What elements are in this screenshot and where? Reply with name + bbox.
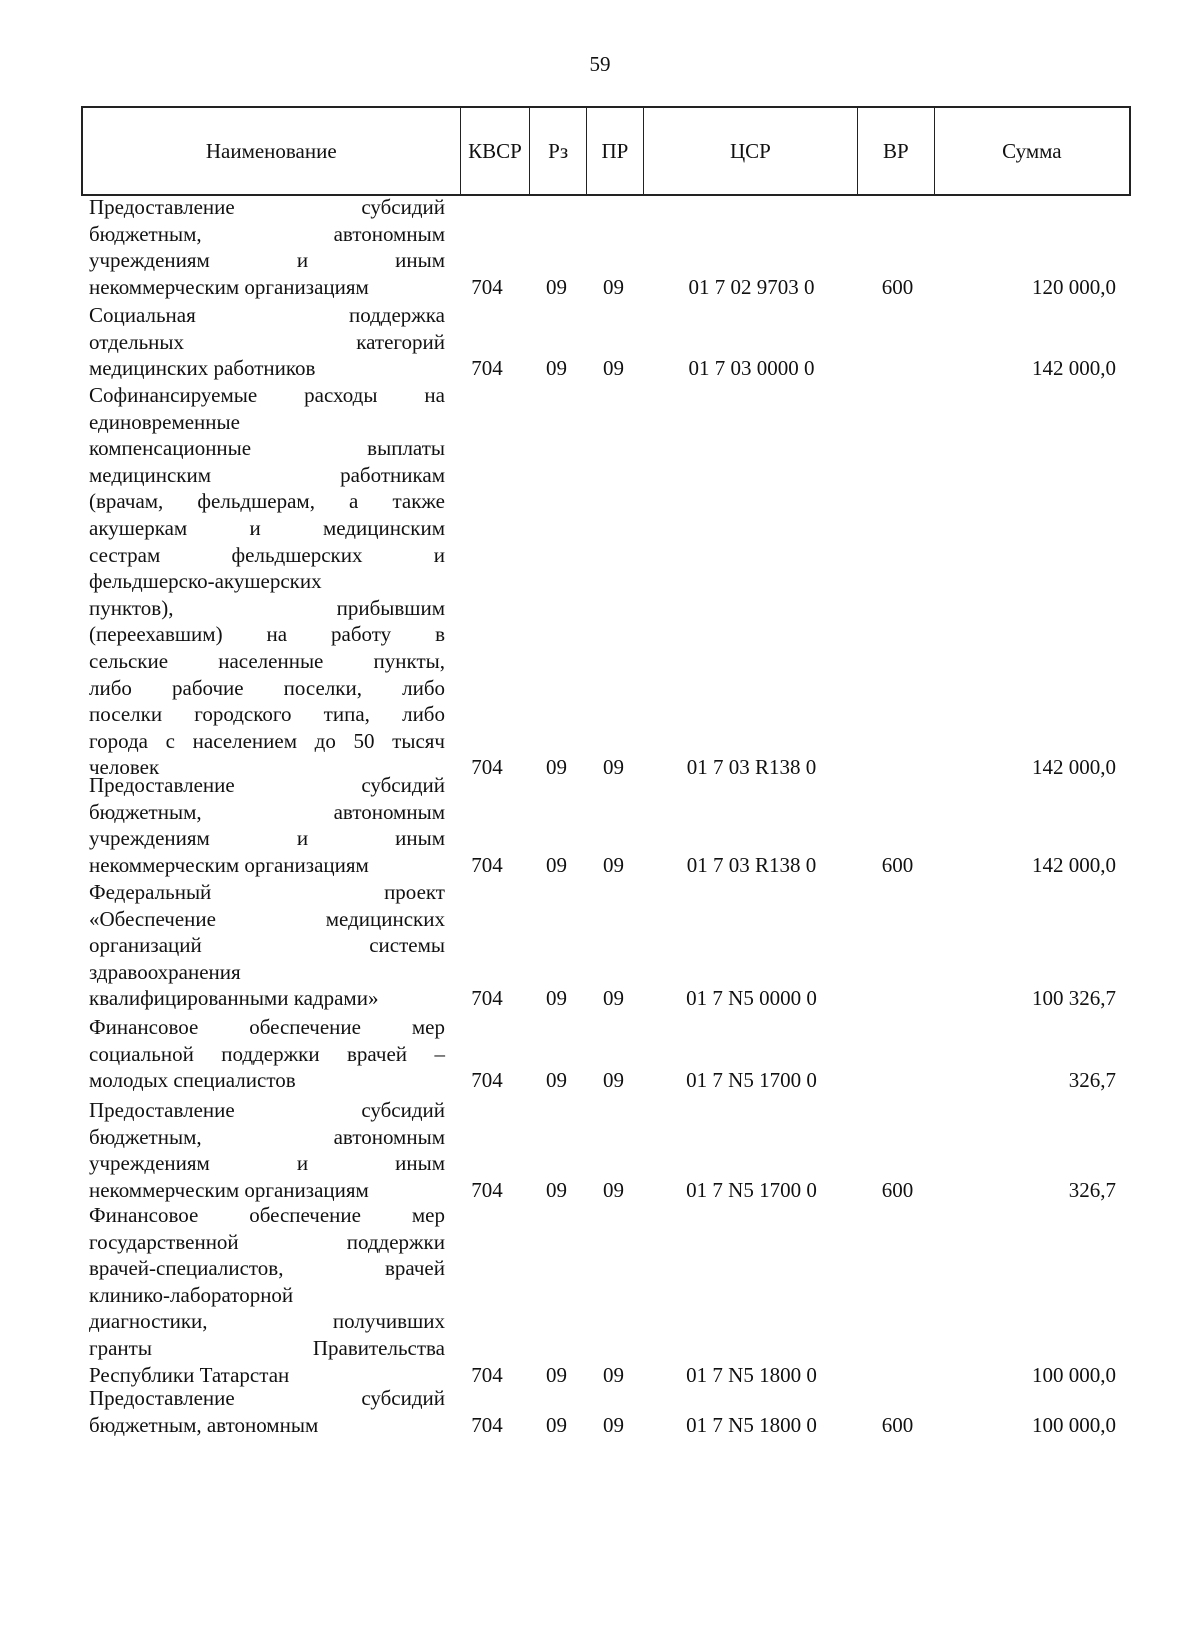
row-name bbox=[89, 382, 445, 781]
cell-pr: 09 bbox=[603, 1068, 624, 1093]
cell-rz: 09 bbox=[546, 1412, 567, 1437]
cell-vr: 600 bbox=[881, 274, 914, 299]
cell-pr: 09 bbox=[603, 274, 624, 299]
row-name-line: диагностики, получивших bbox=[89, 1309, 445, 1334]
cell-rz: 09 bbox=[546, 1362, 567, 1387]
row-name-line: врачей-специалистов, врачей bbox=[89, 1256, 445, 1281]
row-name-line: Федеральный проект bbox=[89, 880, 445, 904]
cell-sum: 142 000,0 bbox=[1032, 755, 1116, 780]
cell-csr: 01 7 N5 0000 0 bbox=[686, 986, 817, 1011]
row-name-line: Финансовое обеспечение мер bbox=[89, 1203, 445, 1227]
row-name-line: некоммерческим организациям bbox=[89, 852, 369, 877]
cell-kvsr: 704 bbox=[471, 356, 503, 381]
row-name-line: медицинских работников bbox=[89, 356, 316, 381]
row-name bbox=[89, 1385, 445, 1438]
row-name-line: квалифицированными кадрами» bbox=[89, 986, 379, 1011]
row-name-line: поселки городского типа, либо bbox=[89, 702, 445, 727]
row-name-line: учреждениям и иным bbox=[89, 826, 445, 851]
cell-csr: 01 7 02 9703 0 bbox=[688, 274, 815, 299]
row-name-line: (переехавшим) на работу в bbox=[89, 622, 445, 647]
row-name-line: Предоставление субсидий bbox=[89, 1098, 445, 1122]
cell-kvsr: 704 bbox=[471, 274, 503, 299]
row-name-line: акушеркам и медицинским bbox=[89, 515, 445, 540]
table-header bbox=[81, 106, 1131, 196]
cell-kvsr: 704 bbox=[471, 986, 503, 1011]
row-name-line: учреждениям и иным bbox=[89, 1151, 445, 1176]
header-rz: Рз bbox=[530, 108, 587, 194]
row-name-line: пунктов), прибывшим bbox=[89, 595, 445, 620]
cell-csr: 01 7 03 0000 0 bbox=[688, 356, 815, 381]
cell-rz: 09 bbox=[546, 986, 567, 1011]
cell-sum: 120 000,0 bbox=[1032, 274, 1116, 299]
row-name-line: Предоставление субсидий bbox=[89, 195, 445, 219]
row-name-line: Предоставление субсидий bbox=[89, 773, 445, 797]
cell-csr: 01 7 N5 1700 0 bbox=[686, 1177, 817, 1202]
row-name-line: единовременные bbox=[89, 409, 240, 434]
cell-csr: 01 7 03 R138 0 bbox=[686, 755, 817, 780]
row-name-line: государственной поддержки bbox=[89, 1229, 445, 1254]
cell-csr: 01 7 03 R138 0 bbox=[686, 852, 817, 877]
cell-csr: 01 7 N5 1700 0 bbox=[686, 1068, 817, 1093]
cell-pr: 09 bbox=[603, 356, 624, 381]
row-name-line: Софинансируемые расходы на bbox=[89, 383, 445, 407]
cell-sum: 142 000,0 bbox=[1032, 356, 1116, 381]
cell-pr: 09 bbox=[603, 1362, 624, 1387]
row-name-line: сестрам фельдшерских и bbox=[89, 542, 445, 567]
cell-rz: 09 bbox=[546, 852, 567, 877]
cell-pr: 09 bbox=[603, 986, 624, 1011]
row-name bbox=[89, 302, 445, 382]
cell-sum: 142 000,0 bbox=[1032, 852, 1116, 877]
cell-csr: 01 7 N5 1800 0 bbox=[686, 1412, 817, 1437]
row-name-line: Республики Татарстан bbox=[89, 1362, 290, 1387]
cell-pr: 09 bbox=[603, 1412, 624, 1437]
header-name: Наименование bbox=[83, 108, 461, 194]
row-name-line: учреждениям и иным bbox=[89, 248, 445, 273]
row-name-line: клинико-лабораторной bbox=[89, 1282, 294, 1307]
cell-vr: 600 bbox=[881, 1412, 914, 1437]
header-vr: ВР bbox=[858, 108, 935, 194]
row-name-line: Социальная поддержка bbox=[89, 303, 445, 327]
row-name-line: Предоставление субсидий bbox=[89, 1386, 445, 1410]
cell-csr: 01 7 N5 1800 0 bbox=[686, 1362, 817, 1387]
row-name-line: гранты Правительства bbox=[89, 1335, 445, 1360]
cell-sum: 326,7 bbox=[1068, 1068, 1116, 1093]
row-name-line: либо рабочие поселки, либо bbox=[89, 675, 445, 700]
row-name-line: города с населением до 50 тысяч bbox=[89, 728, 445, 753]
row-name-line: молодых специалистов bbox=[89, 1068, 296, 1093]
cell-pr: 09 bbox=[603, 1177, 624, 1202]
row-name-line: бюджетным, автономным bbox=[89, 799, 445, 824]
cell-kvsr: 704 bbox=[471, 755, 503, 780]
row-name-line: медицинским работникам bbox=[89, 462, 445, 487]
row-name-line: сельские населенные пункты, bbox=[89, 648, 445, 673]
cell-kvsr: 704 bbox=[471, 1362, 503, 1387]
cell-kvsr: 704 bbox=[471, 1068, 503, 1093]
page-number: 59 bbox=[589, 52, 611, 76]
row-name-line: бюджетным, автономным bbox=[89, 221, 445, 246]
header-pr: ПР bbox=[587, 108, 644, 194]
cell-kvsr: 704 bbox=[471, 852, 503, 877]
row-name bbox=[89, 1202, 445, 1388]
row-name bbox=[89, 1014, 445, 1094]
row-name-line: бюджетным, автономным bbox=[89, 1412, 319, 1437]
row-name-line: бюджетным, автономным bbox=[89, 1124, 445, 1149]
row-name-line: некоммерческим организациям bbox=[89, 1177, 369, 1202]
row-name-line: компенсационные выплаты bbox=[89, 436, 445, 461]
header-sum: Сумма bbox=[1002, 138, 1062, 163]
cell-rz: 09 bbox=[546, 356, 567, 381]
row-name bbox=[89, 194, 445, 300]
row-name-line: организаций системы bbox=[89, 933, 445, 958]
cell-vr: 600 bbox=[881, 1177, 914, 1202]
cell-rz: 09 bbox=[546, 274, 567, 299]
cell-vr: 600 bbox=[881, 852, 914, 877]
row-name-line: социальной поддержки врачей – bbox=[89, 1041, 445, 1066]
row-name-line: человек bbox=[89, 755, 160, 780]
cell-sum: 326,7 bbox=[1068, 1177, 1116, 1202]
cell-pr: 09 bbox=[603, 755, 624, 780]
row-name-line: (врачам, фельдшерам, а также bbox=[89, 489, 445, 514]
cell-rz: 09 bbox=[546, 755, 567, 780]
row-name-line: «Обеспечение медицинских bbox=[89, 906, 445, 931]
row-name-line: отдельных категорий bbox=[89, 329, 445, 354]
cell-sum: 100 000,0 bbox=[1032, 1362, 1116, 1387]
row-name-line: некоммерческим организациям bbox=[89, 274, 369, 299]
header-kvsr: КВСР bbox=[461, 108, 531, 194]
row-name bbox=[89, 1097, 445, 1203]
cell-kvsr: 704 bbox=[471, 1177, 503, 1202]
row-name bbox=[89, 879, 445, 1012]
header-csr: ЦСР bbox=[644, 108, 858, 194]
cell-rz: 09 bbox=[546, 1068, 567, 1093]
cell-kvsr: 704 bbox=[471, 1412, 503, 1437]
row-name-line: здравоохранения bbox=[89, 959, 241, 984]
cell-sum: 100 326,7 bbox=[1032, 986, 1116, 1011]
cell-pr: 09 bbox=[603, 852, 624, 877]
row-name bbox=[89, 772, 445, 878]
row-name-line: фельдшерско-акушерских bbox=[89, 569, 322, 594]
row-name-line: Финансовое обеспечение мер bbox=[89, 1015, 445, 1039]
cell-sum: 100 000,0 bbox=[1032, 1412, 1116, 1437]
cell-rz: 09 bbox=[546, 1177, 567, 1202]
